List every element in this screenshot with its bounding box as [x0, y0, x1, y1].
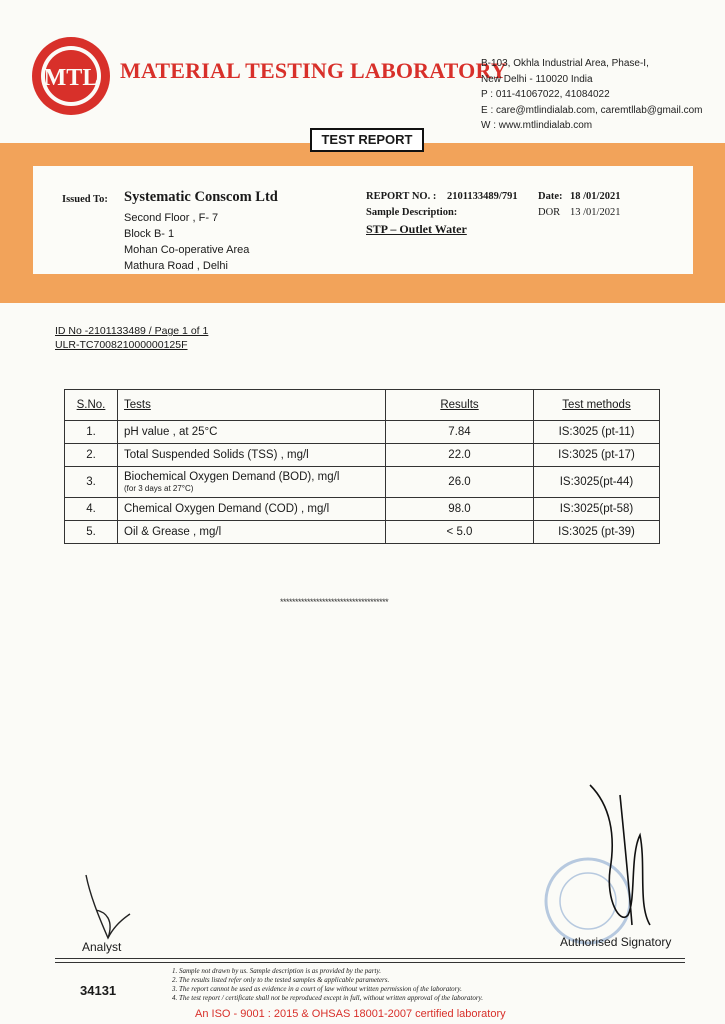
- row-test-note: (for 3 days at 27°C): [124, 484, 194, 493]
- dor-label: DOR: [538, 207, 561, 218]
- footer-note: 4. The test report / certificate shall not be reproduced except in full, without written approval of the laboratory.: [172, 994, 484, 1002]
- certification-line: An ISO - 9001 : 2015 & OHSAS 18001-2007 certified laboratory: [195, 1008, 506, 1020]
- row-test: Chemical Oxygen Demand (COD) , mg/l: [118, 498, 386, 521]
- footer-note: 3. The report cannot be used as evidence in a court of law without written permission of the laboratory.: [172, 985, 462, 993]
- row-result: 7.84: [386, 421, 534, 444]
- row-method: IS:3025 (pt-11): [534, 421, 660, 444]
- table-row: [65, 498, 660, 521]
- footer-notes: [172, 967, 483, 1003]
- report-number-label: REPORT NO. :: [366, 191, 437, 202]
- row-sno: 3.: [65, 467, 118, 498]
- report-title: TEST REPORT: [310, 128, 424, 152]
- row-test: Biochemical Oxygen Demand (BOD), mg/l: [124, 471, 340, 483]
- row-sno: 1.: [65, 421, 118, 444]
- row-sno: 5.: [65, 521, 118, 544]
- company-address-line: Block B- 1: [124, 228, 175, 240]
- company-address: [124, 210, 249, 274]
- end-of-report-marker: ************************************: [280, 597, 389, 607]
- table-row: [65, 444, 660, 467]
- row-sno: 2.: [65, 444, 118, 467]
- footer-rule: [55, 958, 685, 959]
- footer-rule: [55, 962, 685, 963]
- row-method: IS:3025 (pt-17): [534, 444, 660, 467]
- document-number: 34131: [80, 983, 117, 998]
- row-result: 98.0: [386, 498, 534, 521]
- row-method: IS:3025(pt-58): [534, 498, 660, 521]
- address-line: P : 011-41067022, 41084022: [481, 89, 610, 100]
- signatory-signature: [580, 775, 670, 935]
- row-test: Oil & Grease , mg/l: [118, 521, 386, 544]
- row-method: IS:3025 (pt-39): [534, 521, 660, 544]
- header-methods: Test methods: [534, 390, 660, 421]
- row-sno: 4.: [65, 498, 118, 521]
- issued-to-label: Issued To:: [62, 194, 108, 205]
- header-tests: Tests: [118, 390, 386, 421]
- footer-note: 1. Sample not drawn by us. Sample description is as provided by the party.: [172, 967, 381, 975]
- logo-text: MTL: [43, 65, 99, 91]
- row-test: Total Suspended Solids (TSS) , mg/l: [118, 444, 386, 467]
- address-line: W : www.mtlindialab.com: [481, 120, 593, 131]
- report-ids: [55, 324, 208, 352]
- header-results: Results: [386, 390, 534, 421]
- footer-note: 2. The results listed refer only to the tested samples & applicable parameters.: [172, 976, 390, 984]
- row-test: pH value , at 25°C: [118, 421, 386, 444]
- row-result: 26.0: [386, 467, 534, 498]
- row-result: 22.0: [386, 444, 534, 467]
- report-date: 18 /01/2021: [570, 191, 621, 202]
- dor-date: 13 /01/2021: [570, 207, 621, 218]
- row-test-cell: [118, 467, 386, 498]
- company-name: Systematic Conscom Ltd: [124, 189, 278, 205]
- results-table: [64, 389, 660, 544]
- sample-description-label: Sample Description:: [366, 207, 458, 218]
- lab-name: MATERIAL TESTING LABORATORY: [120, 58, 507, 83]
- id-number: ID No -2101133489 / Page 1 of 1: [55, 325, 209, 337]
- date-label: Date:: [538, 191, 563, 202]
- address-line: E : care@mtlindialab.com, caremtllab@gmail.com: [481, 104, 703, 116]
- table-row: [65, 467, 660, 498]
- company-address-line: Mohan Co-operative Area: [124, 244, 250, 256]
- sample-description: STP – Outlet Water: [366, 222, 467, 236]
- row-result: < 5.0: [386, 521, 534, 544]
- lab-address: [481, 56, 702, 134]
- signatory-label: Authorised Signatory: [560, 935, 672, 949]
- company-address-line: Mathura Road , Delhi: [124, 260, 228, 272]
- report-number: 2101133489/791: [447, 191, 518, 202]
- row-method: IS:3025(pt-44): [534, 467, 660, 498]
- analyst-label: Analyst: [82, 940, 122, 954]
- mtl-logo: [30, 35, 112, 117]
- analyst-signature: [78, 870, 138, 945]
- table-header-row: [65, 390, 660, 421]
- table-row: [65, 521, 660, 544]
- address-line: B-103, Okhla Industrial Area, Phase-I,: [481, 58, 649, 69]
- company-address-line: Second Floor , F- 7: [124, 212, 219, 224]
- address-line: New Delhi - 110020 India: [481, 73, 593, 85]
- table-row: [65, 421, 660, 444]
- ulr-number: ULR-TC700821000000125F: [55, 339, 188, 351]
- header-sno: S.No.: [65, 390, 118, 421]
